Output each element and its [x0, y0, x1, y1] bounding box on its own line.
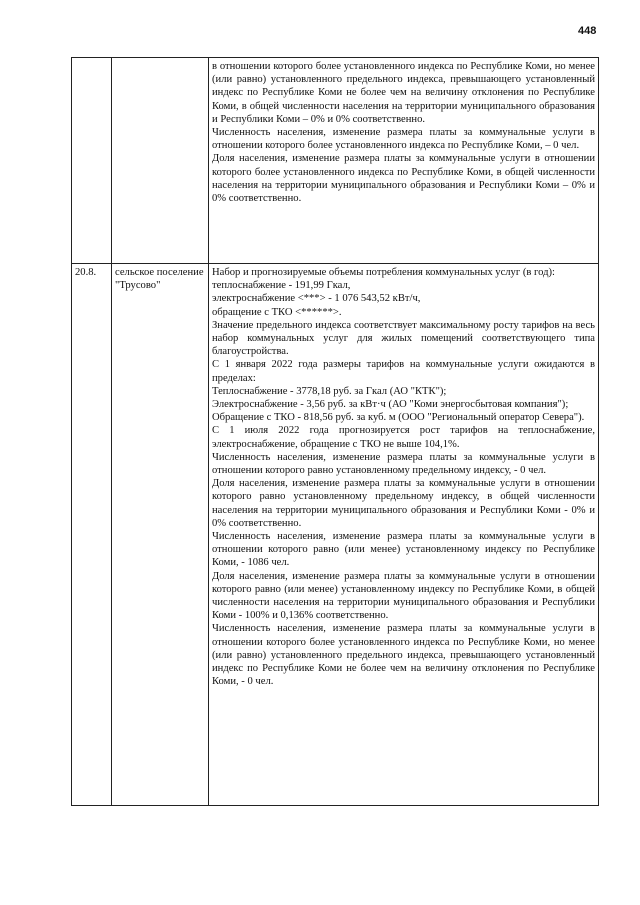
- description-cell: [209, 264, 599, 806]
- paragraph: Численность населения, изменение размера платы за коммунальные услуги в отношении которого более установленного индекса по Республике Коми, – 0 чел.: [212, 127, 595, 152]
- row-number-cell: 20.8.: [72, 264, 112, 806]
- paragraph: Численность населения, изменение размера платы за коммунальные услуги в отношении которого более установленного индекса по Республике Коми, но менее (или равно) установленного предельного индекса, превышающего установленный индекс по Республике Коми не более чем на величину отклонения по Республике Коми, - 0 чел.: [212, 623, 595, 688]
- settlement-name-cell: [112, 58, 209, 264]
- paragraph: Теплоснабжение - 3778,18 руб. за Гкал (АО "КТК");: [212, 385, 447, 397]
- paragraph: обращение с ТКО <******>.: [212, 306, 342, 318]
- description-cell: [209, 58, 599, 264]
- paragraph: теплоснабжение - 191,99 Гкал,: [212, 280, 351, 292]
- paragraph: Доля населения, изменение размера платы за коммунальные услуги в отношении которого равно установленному предельному индексу, в общей численности населения на территории муниципального образования и Республики Коми - 0% и 0% соответственно.: [212, 478, 595, 529]
- paragraph: С 1 июля 2022 года прогнозируется рост тарифов на теплоснабжение, электроснабжение, обращение с ТКО не выше 104,1%.: [212, 425, 595, 450]
- table-row: [72, 264, 599, 806]
- row-number-cell: [72, 58, 112, 264]
- paragraph: электроснабжение <***> - 1 076 543,52 кВт/ч,: [212, 293, 421, 305]
- paragraph: Численность населения, изменение размера платы за коммунальные услуги в отношении которого равно установленному предельному индексу, - 0 чел.: [212, 451, 595, 477]
- paragraph: Набор и прогнозируемые объемы потребления коммунальных услуг (в год):: [212, 267, 555, 278]
- indicators-table: [71, 57, 599, 806]
- paragraph: Значение предельного индекса соответствует максимальному росту тарифов на весь набор коммунальных услуг для жилых помещений соответствующего типа благоустройства.: [212, 319, 595, 358]
- paragraph: Электроснабжение - 3,56 руб. за кВт·ч (АО "Коми энергосбытовая компания");: [212, 399, 569, 411]
- paragraph: в отношении которого более установленного индекса по Республике Коми, но менее (или равно) установленного предельного индекса, превышающего установленный индекс по Республике Коми не более чем на величину отклонения по Республике Коми, в общей численности населения на территории муниципального образования и Республики Коми – 0% и 0% соответственно.: [212, 61, 595, 125]
- paragraph: Обращение с ТКО - 818,56 руб. за куб. м (ООО "Региональный оператор Севера").: [212, 412, 585, 424]
- page-number: 448: [578, 25, 597, 37]
- paragraph: С 1 января 2022 года размеры тарифов на коммунальные услуги ожидаются в пределах:: [212, 359, 595, 384]
- table-row: [72, 58, 599, 264]
- settlement-name-cell: сельское поселение "Трусово": [112, 264, 209, 806]
- paragraph: Доля населения, изменение размера платы за коммунальные услуги в отношении которого равно (или менее) установленному индексу по Республике Коми, в общей численности населения на территории муниципального образования и Республики Коми - 100% и 0,136% соответственно.: [212, 570, 595, 622]
- paragraph: Доля населения, изменение размера платы за коммунальные услуги в отношении которого более установленного индекса по Республике Коми, в общей численности населения на территории муниципального образования и Республики Коми – 0% и 0% соответственно.: [212, 153, 595, 205]
- paragraph: Численность населения, изменение размера платы за коммунальные услуги в отношении которого равно (или менее) установленному индексу по Республике Коми, - 1086 чел.: [212, 531, 595, 569]
